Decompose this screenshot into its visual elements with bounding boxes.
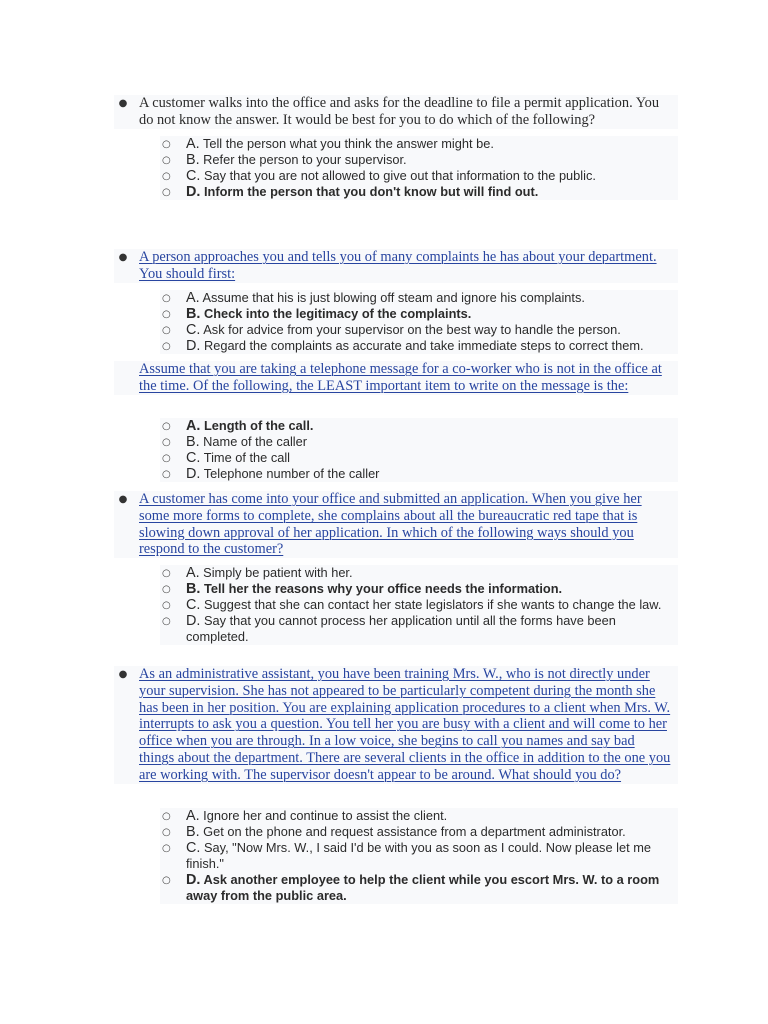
question-1 bbox=[114, 95, 678, 129]
circle-bullet-icon: ○ bbox=[162, 616, 171, 627]
circle-bullet-icon: ○ bbox=[162, 155, 171, 166]
bullet-icon: ● bbox=[118, 669, 128, 680]
option-b: ○ B. Check into the legitimacy of the complaints. bbox=[162, 306, 472, 322]
question-text: As an administrative assistant, you have been training Mrs. W., who is not directly under your supervision. She has not appeared to be particularly competent during the month she has been in her position. You are explaining application procedures to a client when Mrs. W. interrupts to ask you a question. You tell her you are busy with a client and will come to her office when you are through. In a low voice, she begins to call you names and say bad things about the department. There are several clients in the office in addition to the one you are working with. The supervisor doesn't appear to be around. What should you do? bbox=[139, 666, 671, 783]
option-a: ○ A. Simply be patient with her. bbox=[162, 565, 353, 581]
bullet-icon: ● bbox=[118, 494, 128, 505]
bullet-icon: ● bbox=[118, 252, 128, 263]
question-text: A customer walks into the office and asks for the deadline to file a permit application. You do not know the answer. It would be best for you to do which of the following? bbox=[139, 95, 660, 128]
options-list bbox=[160, 808, 678, 904]
option-b: ○ B. Tell her the reasons why your office needs the information. bbox=[162, 581, 563, 597]
circle-bullet-icon: ○ bbox=[162, 453, 171, 464]
question-4 bbox=[114, 491, 678, 558]
options-list bbox=[160, 565, 678, 645]
option-a: ○ A. Assume that his is just blowing off steam and ignore his complaints. bbox=[162, 290, 585, 306]
circle-bullet-icon: ○ bbox=[162, 341, 171, 352]
option-c: ○ C. Time of the call bbox=[162, 450, 291, 466]
option-c: ○ C. Say that you are not allowed to give out that information to the public. bbox=[162, 168, 596, 184]
circle-bullet-icon: ○ bbox=[162, 421, 171, 432]
question-text: A customer has come into your office and submitted an application. When you give her some more forms to complete, she complains about all the bureaucratic red tape that is slowing down approval of her application. In which of the following ways should you respond to the customer? bbox=[139, 491, 642, 558]
circle-bullet-icon: ○ bbox=[162, 827, 171, 838]
options-list bbox=[160, 136, 678, 200]
option-c: ○ C. Say, "Now Mrs. W., I said I'd be with you as soon as I could. Now please let me finish." bbox=[162, 840, 651, 871]
option-c: ○ C. Suggest that she can contact her state legislators if she wants to change the law. bbox=[162, 597, 662, 613]
option-a: ○ A. Ignore her and continue to assist the client. bbox=[162, 808, 448, 824]
circle-bullet-icon: ○ bbox=[162, 171, 171, 182]
question-text: Assume that you are taking a telephone message for a co-worker who is not in the office at the time. Of the following, the LEAST important item to write on the message is the: bbox=[139, 361, 662, 394]
option-d: ○ D. Ask another employee to help the client while you escort Mrs. W. to a room away from the public area. bbox=[162, 872, 660, 903]
circle-bullet-icon: ○ bbox=[162, 600, 171, 611]
option-d: ○ D. Say that you cannot process her application until all the forms have been completed. bbox=[162, 613, 616, 644]
options-list bbox=[160, 290, 678, 354]
bullet-icon: ● bbox=[118, 98, 128, 109]
option-d: ○ D. Inform the person that you don't know but will find out. bbox=[162, 184, 539, 200]
options-list bbox=[160, 418, 678, 482]
option-b: ○ B. Get on the phone and request assistance from a department administrator. bbox=[162, 824, 626, 840]
option-d: ○ D. Telephone number of the caller bbox=[162, 466, 380, 482]
circle-bullet-icon: ○ bbox=[162, 584, 171, 595]
option-a: ○ A. Tell the person what you think the answer might be. bbox=[162, 136, 494, 152]
circle-bullet-icon: ○ bbox=[162, 843, 171, 854]
circle-bullet-icon: ○ bbox=[162, 437, 171, 448]
question-3 bbox=[114, 361, 678, 395]
option-a: ○ A. Length of the call. bbox=[162, 418, 314, 434]
option-c: ○ C. Ask for advice from your supervisor on the best way to handle the person. bbox=[162, 322, 621, 338]
option-b: ○ B. Name of the caller bbox=[162, 434, 308, 450]
circle-bullet-icon: ○ bbox=[162, 187, 171, 198]
circle-bullet-icon: ○ bbox=[162, 293, 171, 304]
question-2 bbox=[114, 249, 678, 283]
circle-bullet-icon: ○ bbox=[162, 568, 171, 579]
question-5 bbox=[114, 666, 678, 784]
question-text: A person approaches you and tells you of many complaints he has about your department. You should first: bbox=[139, 249, 657, 282]
circle-bullet-icon: ○ bbox=[162, 811, 171, 822]
option-b: ○ B. Refer the person to your supervisor. bbox=[162, 152, 407, 168]
circle-bullet-icon: ○ bbox=[162, 469, 171, 480]
circle-bullet-icon: ○ bbox=[162, 875, 171, 886]
circle-bullet-icon: ○ bbox=[162, 309, 171, 320]
circle-bullet-icon: ○ bbox=[162, 325, 171, 336]
option-d: ○ D. Regard the complaints as accurate and take immediate steps to correct them. bbox=[162, 338, 644, 354]
circle-bullet-icon: ○ bbox=[162, 139, 171, 150]
